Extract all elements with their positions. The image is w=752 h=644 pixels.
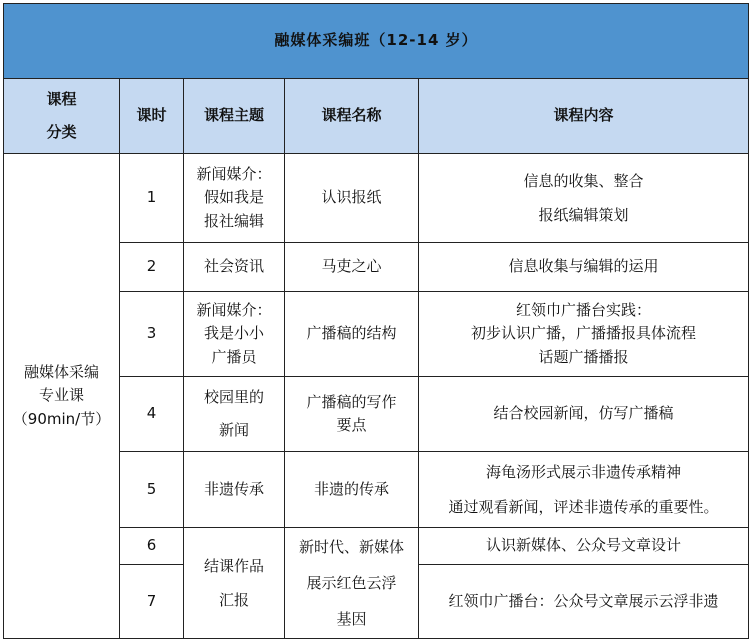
theme-line: 新闻媒介： [196,301,272,320]
content-cell [419,452,749,528]
header-category-line2: 分类 [46,123,77,141]
content-line: 海龟汤形式展示非遗传承精神 [486,463,682,481]
name-line: 展示红色云浮 [306,574,397,592]
merged-name-cell [285,528,419,639]
theme-line: 我是小小 [203,324,264,343]
theme-cell [184,292,285,377]
title-row [4,4,749,79]
name-line: 新时代、新媒体 [298,538,404,556]
header-period: 课时 [120,79,184,154]
theme-line: 结课作品 [203,556,264,575]
period-cell: 1 [120,154,184,243]
theme-line: 新闻媒介： [196,165,272,184]
content-line: 红领巾广播台实践： [516,301,652,320]
category-line2: 专业课 [38,386,84,405]
content-cell [419,154,749,243]
name-cell: 广播稿的结构 [285,292,419,377]
theme-line: 假如我是 [203,188,264,207]
category-line3: （90min/节） [12,409,111,428]
period-cell: 5 [120,452,184,528]
content-cell: 结合校园新闻，仿写广播稿 [419,377,749,452]
category-cell [4,154,120,639]
theme-cell: 非遗传承 [184,452,285,528]
content-cell [419,292,749,377]
theme-cell [184,377,285,452]
table-row [4,154,749,243]
theme-line: 报社编辑 [203,211,264,230]
content-line: 初步认识广播，广播播报具体流程 [471,324,697,343]
content-cell: 信息收集与编辑的运用 [419,243,749,292]
theme-line: 汇报 [218,591,249,609]
header-category [4,79,120,154]
period-cell: 3 [120,292,184,377]
theme-cell [184,154,285,243]
name-cell: 认识报纸 [285,154,419,243]
header-category-line1: 课程 [46,89,77,108]
period-cell: 2 [120,243,184,292]
period-cell: 6 [120,528,184,565]
name-cell: 马吏之心 [285,243,419,292]
header-row [4,79,749,154]
course-table [3,3,749,639]
name-line: 广播稿的写作 [306,392,397,411]
header-content: 课程内容 [419,79,749,154]
theme-cell: 社会资讯 [184,243,285,292]
content-line: 信息的收集、整合 [523,171,644,190]
header-name: 课程名称 [285,79,419,154]
content-line: 话题广播播报 [538,347,629,366]
merged-theme-cell [184,528,285,639]
theme-line: 新闻 [218,421,249,439]
theme-line: 校园里的 [203,388,264,406]
name-cell [285,377,419,452]
content-cell: 红领巾广播台：公众号文章展示云浮非遗 [419,565,749,639]
name-line: 基因 [336,610,367,628]
period-cell: 7 [120,565,184,639]
name-line: 要点 [336,416,367,434]
table-title: 融媒体采编班（12-14 岁） [4,4,749,79]
content-line: 报纸编辑策划 [538,206,629,224]
name-cell: 非遗的传承 [285,452,419,528]
content-line: 通过观看新闻，评述非遗传承的重要性。 [448,497,719,516]
content-cell: 认识新媒体、公众号文章设计 [419,528,749,565]
header-theme: 课程主题 [184,79,285,154]
period-cell: 4 [120,377,184,452]
theme-line: 广播员 [211,347,257,366]
category-line1: 融媒体采编 [23,363,99,382]
